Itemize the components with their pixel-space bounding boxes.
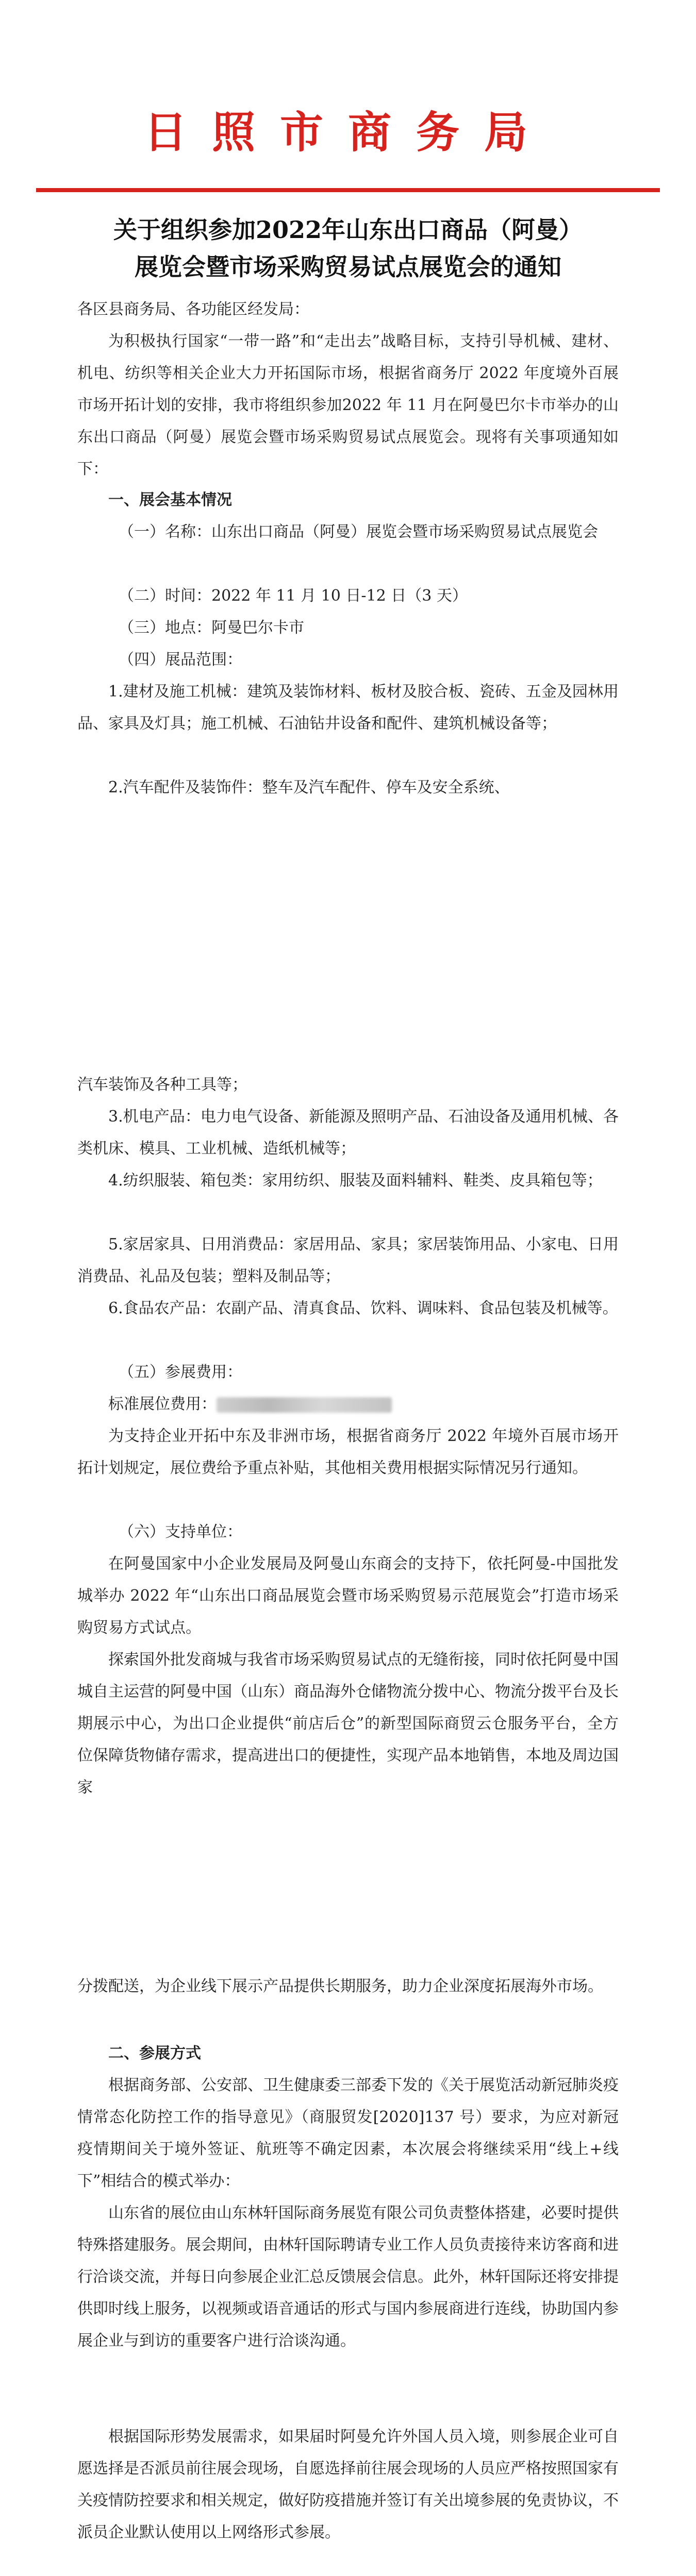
exhibition-name: （一）名称：山东出口商品（阿曼）展览会暨市场采购贸易试点展览会 [119,523,598,541]
title-line-1: 关于组织参加2022年山东出口商品（阿曼） [113,216,583,244]
exhibition-time: （二）时间：2022 年 11 月 10 日-12 日（3 天） [119,587,468,605]
fee-heading: （五）参展费用： [119,1363,242,1381]
scope-item-1: 1.建材及施工机械：建筑及装饰材料、板材及胶合板、瓷砖、五金及园林用品、家具及灯具；施工机械、石油钻井设备和配件、建筑机械设备等； [77,683,619,733]
scope-item-6: 6.食品农产品：农副产品、清真食品、饮料、调味料、食品包装及机械等。 [108,1299,618,1317]
fee-label: 标准展位费用： [108,1395,217,1413]
scope-item-3: 3.机电产品：电力电气设备、新能源及照明产品、石油设备及通用机械、各类机床、模具、工业机械、造纸机械等； [77,1108,619,1158]
document-title [36,211,660,285]
scope-item-5: 5.家居家具、日用消费品：家居用品、家具；家居装饰用品、小家电、日用消费品、礼品及包装；塑料及制品等； [77,1235,619,1285]
support-paragraph-2b: 分拨配送，为企业线下展示产品提供长期服务，助力企业深度拓展海外市场。 [77,1977,603,1995]
issuing-agency-name: 日照市商务局 [143,107,552,158]
scope-item-2a: 2.汽车配件及装饰件：整车及汽车配件、停车及安全系统、 [108,778,510,796]
section-2-paragraph-1: 根据商务部、公安部、卫生健康委三部委下发的《关于展览活动新冠肺炎疫情常态化防控工作的指导意见》（商服贸发[2020]137 号）要求，为应对新冠疫情期间关于境外签证、航班等不确定因素，本次展会将继续采用“线上+线下”相结合的模式举办： [77,2076,619,2190]
redacted-fee-value [217,1397,392,1413]
section-2-paragraph-3: 根据国际形势发展需求，如果届时阿曼允许外国人员入境，则参展企业可自愿选择是否派员前往展会现场，自愿选择前往展会现场的人员应严格按照国家有关疫情防控要求和相关规定，做好防疫措施并签订有关出境参展的免责协议，不派员企业默认使用以上网络形式参展。 [77,2428,619,2541]
support-paragraph-1: 在阿曼国家中小企业发展局及阿曼山东商会的支持下，依托阿曼-中国批发城举办 2022 年“山东出口商品展览会暨市场采购贸易示范展览会”打造市场采购贸易方式试点。 [77,1555,619,1637]
intro-paragraph: 为积极执行国家“一带一路”和“走出去”战略目标，支持引导机械、建材、机电、纺织等相关企业大力开拓国际市场，根据省商务厅 2022 年度境外百展市场开拓计划的安排，我市将组织参加2022 年 11 月在阿曼巴尔卡市举办的山东出口商品（阿曼）展览会暨市场采购贸易试点展览会。现将有关事项通知如下： [77,332,619,478]
standard-booth-fee [77,1388,619,1420]
section-2-heading: 二、参展方式 [108,2044,201,2062]
section-1-heading: 一、展会基本情况 [108,491,232,509]
title-line-2: 展览会暨市场采购贸易试点展览会的通知 [135,253,561,281]
scope-item-2b: 汽车装饰及各种工具等； [77,1076,247,1094]
support-paragraph-2a: 探索国外批发商城与我省市场采购贸易试点的无缝衔接，同时依托阿曼中国城自主运营的阿曼中国（山东）商品海外仓储物流分拨中心、物流分拨平台及长期展示中心，为出口企业提供“前店后仓”的新型国际商贸云仓服务平台，全方位保障货物储存需求，提高进出口的便捷性，实现产品本地销售，本地及周边国家 [77,1651,619,1797]
addressee: 各区县商务局、各功能区经发局： [77,300,309,318]
exhibit-scope-label: （四）展品范围： [119,651,242,669]
scope-item-4: 4.纺织服装、箱包类：家用纺织、服装及面料辅料、鞋类、皮具箱包等； [108,1172,603,1190]
red-header-line [36,188,660,192]
fee-support-paragraph: 为支持企业开拓中东及非洲市场，根据省商务厅 2022 年境外百展市场开拓计划规定，展位费给予重点补贴，其他相关费用根据实际情况另行通知。 [77,1427,619,1477]
section-2-paragraph-2: 山东省的展位由山东林轩国际商务展览有限公司负责整体搭建，必要时提供特殊搭建服务。展会期间，由林轩国际聘请专业工作人员负责接待来访客商和进行洽谈交流，并每日向参展企业汇总反馈展会信息。此外，林轩国际还将安排提供即时线上服务，以视频或语音通话的形式与国内参展商进行连线，协助国内参展企业与到访的重要客户进行洽谈沟通。 [77,2204,619,2350]
exhibition-place: （三）地点：阿曼巴尔卡市 [119,619,304,637]
support-unit-heading: （六）支持单位： [119,1523,242,1541]
document-header [0,0,696,206]
